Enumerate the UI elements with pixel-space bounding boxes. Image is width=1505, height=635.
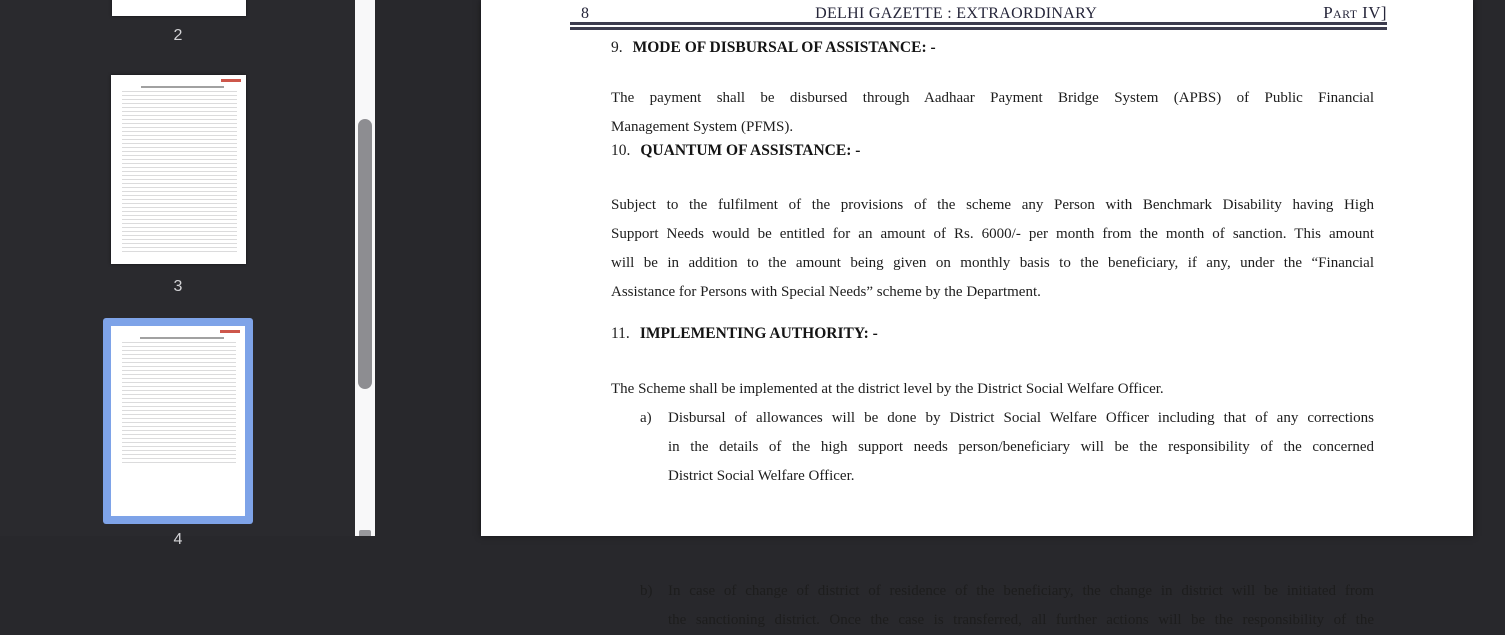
body-line: In case of change of district of residence of the beneficiary, the change in district will be initiated from: [668, 583, 1374, 599]
list-item-a: [611, 404, 1374, 491]
body-line: District Social Welfare Officer.: [668, 468, 855, 484]
thumbnail-label-4: 4: [173, 531, 183, 548]
section-number: 9.: [611, 39, 623, 56]
thumbnail-text-lines: [122, 342, 236, 463]
thumbnail-label-3: 3: [173, 278, 183, 295]
section-11-intro: [611, 375, 1374, 404]
gazette-title: DELHI GAZETTE : EXTRAORDINARY: [815, 5, 1098, 22]
thumbnail-page-3[interactable]: [111, 75, 246, 264]
sidebar-scrollbar-end: [359, 530, 371, 536]
running-header: [581, 3, 1387, 23]
section-title: MODE OF DISBURSAL OF ASSISTANCE: -: [632, 39, 936, 56]
document-viewer-area: [375, 0, 1505, 628]
thumbnail-sidebar: [0, 0, 355, 548]
body-line: The payment shall be disbursed through Aadhaar Payment Bridge System (APBS) of Public Financial: [611, 90, 1374, 106]
folio-page-number: 8: [581, 5, 589, 22]
red-stamp-mark: [221, 79, 241, 82]
sidebar-scrollbar-track[interactable]: [355, 0, 375, 536]
part-label: Part IV]: [1323, 3, 1387, 22]
section-number: 10.: [611, 142, 631, 159]
section-number: 11.: [611, 325, 630, 342]
thumbnail-page-2[interactable]: [112, 0, 246, 16]
list-marker: b): [640, 583, 653, 599]
sidebar-scrollbar-thumb[interactable]: [358, 119, 372, 389]
body-line: Support Needs would be entitled for an amount of Rs. 6000/- per month from the month of sanction. This amount: [611, 226, 1374, 242]
body-line: will be in addition to the amount being given on monthly basis to the beneficiary, if any, under the “Financial: [611, 255, 1374, 271]
thumbnail-page-4: [111, 326, 245, 516]
body-line: the sanctioning district. Once the case is transferred, all further actions will be the responsibility of the: [668, 612, 1374, 628]
body-line: in the details of the high support needs person/beneficiary will be the responsibility of the concerned: [668, 439, 1374, 455]
red-stamp-mark: [220, 330, 240, 333]
thumbnail-header-line: [141, 86, 225, 88]
body-line: Management System (PFMS).: [611, 119, 794, 135]
thumbnail-page-4-selected[interactable]: [103, 318, 253, 524]
body-line: Disbursal of allowances will be done by District Social Welfare Officer including that of any corrections: [668, 410, 1374, 426]
thumbnail-header-line: [140, 337, 223, 339]
body-line: The Scheme shall be implemented at the district level by the District Social Welfare Officer.: [611, 381, 1164, 397]
section-10-heading: [611, 142, 1374, 160]
section-9-heading: [611, 39, 1374, 57]
section-11-heading: [611, 325, 1374, 343]
list-marker: a): [640, 410, 652, 426]
section-10-paragraph: [611, 191, 1374, 307]
thumbnail-text-lines: [122, 91, 237, 253]
thumbnail-label-2: 2: [173, 27, 183, 44]
document-page: [481, 0, 1473, 628]
section-9-paragraph: [611, 84, 1374, 142]
list-item-b: [611, 577, 1374, 635]
section-title: IMPLEMENTING AUTHORITY: -: [639, 325, 878, 342]
body-line: Assistance for Persons with Special Needs” scheme by the Department.: [611, 284, 1041, 300]
section-title: QUANTUM OF ASSISTANCE: -: [640, 142, 861, 159]
body-line: Subject to the fulfilment of the provisions of the scheme any Person with Benchmark Disability having High: [611, 197, 1374, 213]
header-double-rule: [570, 22, 1387, 30]
